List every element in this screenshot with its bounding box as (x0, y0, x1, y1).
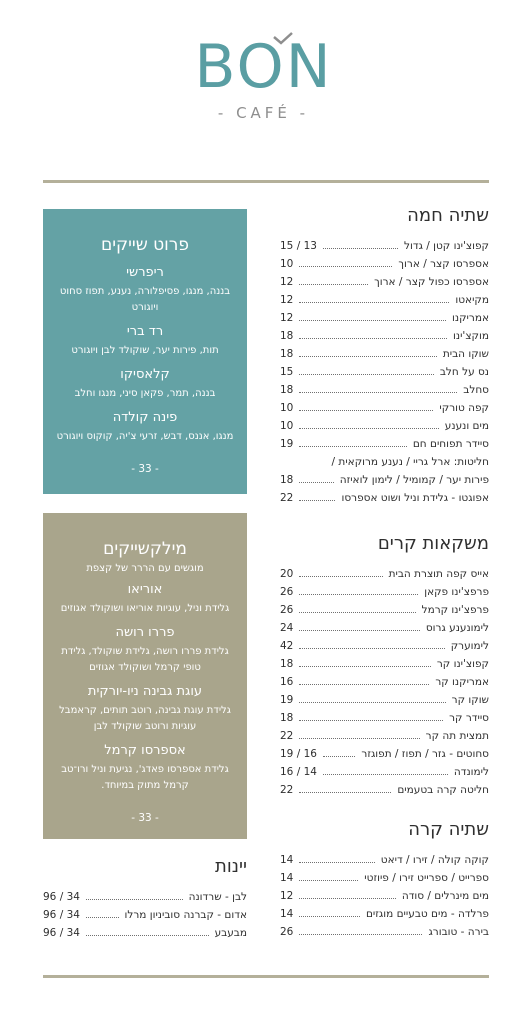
menu-item-price: 14 (280, 872, 294, 884)
menu-item (280, 604, 489, 622)
menu-item (280, 330, 489, 348)
shake-description: בננה, תמר, פקאן סיני, מנגו וחלב (74, 388, 216, 399)
logo-word: BON (194, 32, 333, 102)
dot-leader (299, 898, 395, 899)
menu-item (280, 890, 489, 908)
menu-item-name: אדום - קברנה סוביניון מרלו (124, 909, 247, 921)
shake-description: גלידת אספרסו פאדג', נגיעת וניל ורו־טב קרמל מתוק במיוחד. (61, 764, 229, 791)
shake-name: עוגת גבינה ניו-יורקית (87, 684, 203, 699)
dot-leader (299, 446, 406, 447)
dot-leader (299, 428, 438, 429)
shake-name: פררו רושה (115, 625, 175, 640)
menu-item-name: סחוטים - גזר / תפוז / תפוגזר (361, 748, 489, 760)
menu-item (280, 384, 489, 402)
dot-leader (299, 374, 433, 375)
shake-description: גלידת וניל, עוגיות אוריאו ושוקולד אגוזים (60, 603, 230, 614)
shake-name: אוריאו (127, 582, 163, 597)
menu-item-price: 26 (280, 926, 294, 938)
menu-item (280, 294, 489, 312)
shake-name: ריפרשי (126, 265, 164, 280)
menu-item-name: קוקה קולה / זירו / דיאט (380, 854, 489, 866)
menu-item-name: לימוערק (450, 640, 489, 652)
wines-title: יינות (215, 856, 247, 877)
menu-item (280, 312, 489, 330)
shake-description: תות, פירות יער, שוקולד לבן ויוגורט (71, 345, 219, 356)
menu-item-price: 26 (280, 604, 294, 616)
menu-item (280, 748, 489, 766)
checkmark-icon (272, 32, 294, 46)
menu-item (280, 438, 489, 456)
dot-leader (299, 648, 444, 649)
dot-leader (323, 756, 355, 757)
dot-leader (299, 500, 335, 501)
shake-description: גלידת עוגת גבינה, רוטב תותים, קראמבל עוגיות ורוטב שוקולד לבן (59, 705, 231, 732)
menu-item-name: סיידר תפוחים חם (412, 438, 489, 450)
menu-item-name: סיידר קר (449, 712, 489, 724)
menu-item-price: 22 (280, 730, 294, 742)
menu-item (280, 402, 489, 420)
dot-leader (299, 880, 358, 881)
dot-leader (299, 410, 433, 411)
menu-item-name: אייס קפה תוצרת הבית (388, 568, 489, 580)
menu-item-price: 19 (280, 438, 294, 450)
menu-item (280, 730, 489, 748)
menu-item-name: פרלדה - מים טבעיים מוגזים (365, 908, 489, 920)
menu-item (43, 927, 247, 945)
milkshakes-box (43, 513, 247, 839)
shake-description: בננה, מנגו, פסיפלורה, נענע, תפוז סחוט ויוגורט (59, 286, 231, 313)
menu-item (280, 676, 489, 694)
menu-item-name: פרפצ'ינו קרמל (421, 604, 489, 616)
dot-leader (299, 338, 447, 339)
top-divider (43, 180, 489, 183)
menu-item-name: קפוצ'ינו קטן / גדול (404, 240, 489, 252)
menu-item-price: 96 / 34 (43, 927, 80, 939)
menu-item-price: 26 (280, 586, 294, 598)
menu-item (43, 891, 247, 909)
menu-item-price: 16 (280, 676, 294, 688)
logo-subtitle: - CAFÉ - (217, 104, 310, 122)
menu-item-name: אמריקנו קר (435, 676, 489, 688)
dot-leader (299, 792, 391, 793)
menu-item-price: 22 (280, 784, 294, 796)
shake-name: אספרסו קרמל (104, 743, 186, 758)
menu-item-price: 10 (280, 420, 294, 432)
menu-item (280, 492, 489, 510)
milkshakes-price: - 33 - (131, 812, 159, 824)
dot-leader (299, 720, 443, 721)
menu-item-price: 19 (280, 694, 294, 706)
menu-item-name: לבן - שרדונה (188, 891, 247, 903)
dot-leader (299, 284, 368, 285)
shake-name: רד ברי (126, 324, 164, 339)
menu-item-price: 96 / 34 (43, 909, 80, 921)
menu-item (280, 694, 489, 712)
menu-item-name: סחלב (463, 384, 489, 396)
menu-item-name: שוקו הבית (442, 348, 489, 360)
infusions-note: חליטות: ארל גריי / נענע מרוקאית / (331, 456, 489, 468)
dot-leader (299, 738, 419, 739)
menu-item-price: 18 (280, 658, 294, 670)
milkshakes-title: מילקשייקים (103, 539, 187, 559)
menu-item-price: 18 (280, 348, 294, 360)
dot-leader (299, 702, 445, 703)
dot-leader (299, 266, 392, 267)
menu-item (280, 420, 489, 438)
menu-item-name: תמצית תה קר (425, 730, 489, 742)
dot-leader (86, 917, 119, 918)
menu-item-price: 10 (280, 402, 294, 414)
menu-item (280, 872, 489, 890)
menu-item-price: 14 (280, 854, 294, 866)
menu-item (280, 568, 489, 586)
menu-item-name: פרפצ'ינו פקאן (424, 586, 489, 598)
dot-leader (299, 356, 436, 357)
menu-item-name: אספרסו קצר / ארוך (398, 258, 489, 270)
menu-item-price: 16 / 14 (280, 766, 317, 778)
menu-item-price: 24 (280, 622, 294, 634)
dot-leader (86, 899, 183, 900)
menu-item (280, 766, 489, 784)
menu-item (280, 586, 489, 604)
hot-drinks-section (280, 205, 489, 510)
menu-item-name: מים מינרלים / סודה (401, 890, 489, 902)
dot-leader (299, 594, 418, 595)
menu-item (280, 784, 489, 802)
shake-description: גלידת פררו רושה, גלידת שוקולד, גלידת טופי קרמל ושוקולד אגוזים (61, 646, 229, 673)
dot-leader (299, 934, 422, 935)
menu-item-name: ספרייט / ספרייט זירו / פיוזטי (364, 872, 489, 884)
menu-item-price: 42 (280, 640, 294, 652)
menu-item (280, 658, 489, 676)
menu-item-price: 18 (280, 474, 294, 486)
menu-item-price: 20 (280, 568, 294, 580)
menu-item-name: נס על חלב (439, 366, 489, 378)
menu-item-name: פירות יער / קמומיל / לימון לואיזה (339, 474, 489, 486)
fruit-shakes-box (43, 209, 247, 494)
fruit-shakes-price: - 33 - (131, 463, 159, 475)
menu-item-name: שוקו קר (451, 694, 489, 706)
menu-item-name: מים ונענע (444, 420, 489, 432)
shake-description: מנגו, אננס, דבש, זרעי צ'יה, קוקוס ויוגורט (56, 431, 234, 442)
menu-item-price: 96 / 34 (43, 891, 80, 903)
menu-item-name: מבעבע (214, 927, 247, 939)
menu-item-name: מוקצ'ינו (453, 330, 489, 342)
menu-item (280, 854, 489, 872)
dot-leader (323, 248, 398, 249)
menu-item (280, 908, 489, 926)
dot-leader (299, 862, 374, 863)
menu-item-name: חליטה קרה בטעמים (397, 784, 489, 796)
cold-drinks-section (280, 533, 489, 802)
menu-item-price: 18 (280, 384, 294, 396)
menu-item-price: 12 (280, 294, 294, 306)
menu-item (280, 366, 489, 384)
menu-item (280, 640, 489, 658)
logo-wordmark (194, 32, 333, 102)
menu-item-price: 10 (280, 258, 294, 270)
menu-item (280, 926, 489, 944)
menu-item-name: מקיאטו (455, 294, 489, 306)
hot-drinks-title: שתיה חמה (407, 205, 489, 226)
dot-leader (299, 916, 360, 917)
dot-leader (299, 320, 446, 321)
dot-leader (299, 392, 457, 393)
cold-drinks-title: משקאות קרים (377, 533, 489, 554)
menu-item-name: אמריקנו (452, 312, 489, 324)
dot-leader (86, 935, 209, 936)
milkshakes-subtitle: מוגשים עם הררר של קצפת (86, 563, 204, 574)
soft-drinks-title: שתיה קרה (408, 819, 489, 840)
dot-leader (323, 774, 448, 775)
menu-item-name: קפה טורקי (439, 402, 489, 414)
wines-section (43, 856, 247, 945)
menu-item-price: 18 (280, 712, 294, 724)
cafe-logo (0, 32, 527, 122)
menu-item-price: 15 / 13 (280, 240, 317, 252)
soft-drinks-section (280, 819, 489, 944)
menu-item-name: אפוגטו - גלידת וניל ושוט אספרסו (341, 492, 489, 504)
menu-item-name: לימונענע גרוס (425, 622, 489, 634)
shake-name: קלאסיקו (120, 367, 170, 382)
menu-item-price: 12 (280, 890, 294, 902)
bottom-divider (43, 975, 489, 978)
menu-item-price: 19 / 16 (280, 748, 317, 760)
menu-item-price: 22 (280, 492, 294, 504)
menu-item-name: אספרסו כפול קצר / ארוך (374, 276, 489, 288)
dot-leader (299, 630, 419, 631)
menu-item-name: לימונדה (453, 766, 489, 778)
menu-item-price: 12 (280, 276, 294, 288)
menu-item (280, 622, 489, 640)
dot-leader (299, 684, 429, 685)
fruit-shakes-title: פרוט שייקים (100, 235, 190, 255)
menu-item-price: 18 (280, 330, 294, 342)
menu-item-name: קפוצ'ינו קר (436, 658, 489, 670)
dot-leader (299, 302, 449, 303)
menu-item (280, 348, 489, 366)
dot-leader (299, 666, 431, 667)
menu-item (280, 276, 489, 294)
shake-name: פינה קולדה (112, 410, 178, 425)
menu-item (280, 240, 489, 258)
menu-item (280, 474, 489, 492)
menu-item (280, 258, 489, 276)
menu-item (280, 712, 489, 730)
menu-item-price: 12 (280, 312, 294, 324)
menu-item-price: 14 (280, 908, 294, 920)
dot-leader (299, 482, 333, 483)
menu-item (43, 909, 247, 927)
dot-leader (299, 576, 382, 577)
menu-item-name: בירה - טובורג (428, 926, 489, 938)
menu-item-price: 15 (280, 366, 294, 378)
dot-leader (299, 612, 415, 613)
